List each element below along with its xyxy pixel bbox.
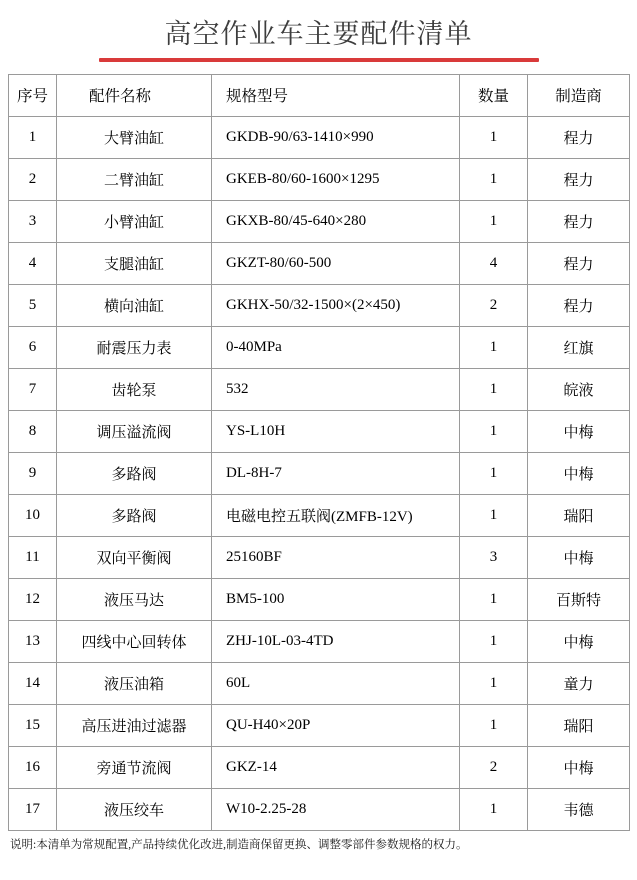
cell-qty: 3 xyxy=(460,536,528,578)
parts-table-wrapper xyxy=(8,74,629,831)
cell-no: 7 xyxy=(9,368,57,410)
cell-no: 17 xyxy=(9,788,57,830)
cell-model: GKZ-14 xyxy=(212,746,460,788)
table-row xyxy=(9,578,630,620)
column-header-model: 规格型号 xyxy=(212,74,460,116)
cell-no: 12 xyxy=(9,578,57,620)
cell-manufacturer: 程力 xyxy=(528,284,630,326)
table-header-row xyxy=(9,74,630,116)
cell-qty: 1 xyxy=(460,116,528,158)
table-row xyxy=(9,116,630,158)
cell-name: 齿轮泵 xyxy=(57,368,212,410)
cell-no: 16 xyxy=(9,746,57,788)
table-row xyxy=(9,662,630,704)
page-title: 高空作业车主要配件清单 xyxy=(164,19,473,49)
cell-model: 电磁电控五联阀(ZMFB-12V) xyxy=(212,494,460,536)
cell-manufacturer: 程力 xyxy=(528,242,630,284)
cell-manufacturer: 皖液 xyxy=(528,368,630,410)
cell-qty: 1 xyxy=(460,158,528,200)
cell-qty: 1 xyxy=(460,326,528,368)
cell-manufacturer: 童力 xyxy=(528,662,630,704)
cell-model: DL-8H-7 xyxy=(212,452,460,494)
table-row xyxy=(9,620,630,662)
title-block xyxy=(0,0,637,62)
cell-model: 25160BF xyxy=(212,536,460,578)
cell-no: 6 xyxy=(9,326,57,368)
table-row xyxy=(9,410,630,452)
cell-no: 14 xyxy=(9,662,57,704)
cell-name: 耐震压力表 xyxy=(57,326,212,368)
cell-name: 大臂油缸 xyxy=(57,116,212,158)
cell-model: QU-H40×20P xyxy=(212,704,460,746)
cell-model: 60L xyxy=(212,662,460,704)
cell-no: 10 xyxy=(9,494,57,536)
cell-name: 二臂油缸 xyxy=(57,158,212,200)
cell-manufacturer: 程力 xyxy=(528,200,630,242)
cell-no: 1 xyxy=(9,116,57,158)
cell-manufacturer: 中梅 xyxy=(528,452,630,494)
footer-note-label: 说明: xyxy=(10,838,37,851)
cell-model: YS-L10H xyxy=(212,410,460,452)
cell-model: W10-2.25-28 xyxy=(212,788,460,830)
footer-note-text: 本清单为常规配置,产品持续优化改进,制造商保留更换、调整零部件参数规格的权力。 xyxy=(36,838,468,851)
cell-qty: 2 xyxy=(460,284,528,326)
cell-model: ZHJ-10L-03-4TD xyxy=(212,620,460,662)
cell-manufacturer: 中梅 xyxy=(528,536,630,578)
cell-no: 4 xyxy=(9,242,57,284)
cell-manufacturer: 百斯特 xyxy=(528,578,630,620)
cell-name: 液压绞车 xyxy=(57,788,212,830)
cell-model: GKDB-90/63-1410×990 xyxy=(212,116,460,158)
cell-name: 多路阀 xyxy=(57,452,212,494)
table-body xyxy=(9,116,630,830)
cell-model: 0-40MPa xyxy=(212,326,460,368)
column-header-qty: 数量 xyxy=(460,74,528,116)
cell-manufacturer: 中梅 xyxy=(528,620,630,662)
cell-manufacturer: 瑞阳 xyxy=(528,704,630,746)
table-row xyxy=(9,326,630,368)
cell-model: GKZT-80/60-500 xyxy=(212,242,460,284)
cell-manufacturer: 程力 xyxy=(528,116,630,158)
table-row xyxy=(9,200,630,242)
cell-name: 小臂油缸 xyxy=(57,200,212,242)
cell-model: GKHX-50/32-1500×(2×450) xyxy=(212,284,460,326)
cell-name: 液压马达 xyxy=(57,578,212,620)
cell-no: 13 xyxy=(9,620,57,662)
cell-name: 支腿油缸 xyxy=(57,242,212,284)
column-header-name: 配件名称 xyxy=(57,74,212,116)
cell-name: 双向平衡阀 xyxy=(57,536,212,578)
footer-note xyxy=(10,837,627,853)
cell-qty: 1 xyxy=(460,452,528,494)
cell-model: BM5-100 xyxy=(212,578,460,620)
table-row xyxy=(9,704,630,746)
cell-qty: 1 xyxy=(460,704,528,746)
cell-model: GKEB-80/60-1600×1295 xyxy=(212,158,460,200)
cell-qty: 1 xyxy=(460,494,528,536)
cell-name: 多路阀 xyxy=(57,494,212,536)
table-row xyxy=(9,368,630,410)
table-row xyxy=(9,452,630,494)
cell-no: 15 xyxy=(9,704,57,746)
cell-name: 横向油缸 xyxy=(57,284,212,326)
table-row xyxy=(9,536,630,578)
cell-qty: 1 xyxy=(460,200,528,242)
table-row xyxy=(9,788,630,830)
cell-manufacturer: 红旗 xyxy=(528,326,630,368)
column-header-manufacturer: 制造商 xyxy=(528,74,630,116)
cell-qty: 1 xyxy=(460,620,528,662)
cell-name: 旁通节流阀 xyxy=(57,746,212,788)
table-row xyxy=(9,158,630,200)
cell-name: 四线中心回转体 xyxy=(57,620,212,662)
table-row xyxy=(9,284,630,326)
cell-manufacturer: 程力 xyxy=(528,158,630,200)
table-row xyxy=(9,242,630,284)
cell-manufacturer: 中梅 xyxy=(528,746,630,788)
table-row xyxy=(9,746,630,788)
cell-qty: 1 xyxy=(460,410,528,452)
cell-name: 高压进油过滤器 xyxy=(57,704,212,746)
cell-qty: 1 xyxy=(460,662,528,704)
cell-no: 8 xyxy=(9,410,57,452)
cell-name: 液压油箱 xyxy=(57,662,212,704)
parts-table xyxy=(8,74,630,831)
cell-model: 532 xyxy=(212,368,460,410)
cell-qty: 2 xyxy=(460,746,528,788)
cell-no: 2 xyxy=(9,158,57,200)
cell-model: GKXB-80/45-640×280 xyxy=(212,200,460,242)
cell-no: 9 xyxy=(9,452,57,494)
cell-no: 3 xyxy=(9,200,57,242)
column-header-no: 序号 xyxy=(9,74,57,116)
cell-qty: 1 xyxy=(460,368,528,410)
cell-qty: 4 xyxy=(460,242,528,284)
cell-manufacturer: 韦德 xyxy=(528,788,630,830)
table-row xyxy=(9,494,630,536)
cell-no: 5 xyxy=(9,284,57,326)
cell-name: 调压溢流阀 xyxy=(57,410,212,452)
cell-qty: 1 xyxy=(460,788,528,830)
cell-manufacturer: 中梅 xyxy=(528,410,630,452)
title-underline-rule xyxy=(99,58,539,62)
cell-no: 11 xyxy=(9,536,57,578)
cell-manufacturer: 瑞阳 xyxy=(528,494,630,536)
cell-qty: 1 xyxy=(460,578,528,620)
